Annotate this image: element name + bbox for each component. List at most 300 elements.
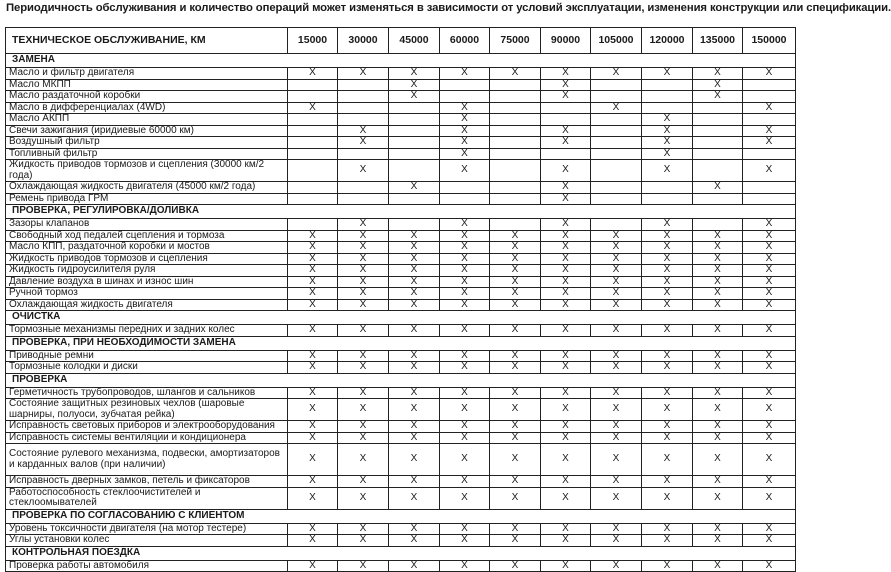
section-title: ЗАМЕНА <box>6 54 796 68</box>
interval-mark: X <box>541 219 591 231</box>
interval-mark: X <box>389 421 440 433</box>
interval-mark: X <box>338 432 389 444</box>
interval-header: 15000 <box>288 28 338 54</box>
interval-mark: X <box>389 276 440 288</box>
table-row <box>6 219 796 231</box>
interval-empty <box>541 114 591 126</box>
interval-mark: X <box>288 476 338 488</box>
interval-mark: X <box>743 253 796 265</box>
interval-empty <box>389 148 440 160</box>
interval-mark: X <box>642 421 693 433</box>
interval-empty <box>642 182 693 194</box>
interval-mark: X <box>440 137 490 149</box>
interval-empty <box>743 79 796 91</box>
interval-empty <box>591 137 642 149</box>
operation-label: Воздушный фильтр <box>6 137 288 149</box>
interval-mark: X <box>591 535 642 547</box>
interval-mark: X <box>440 242 490 254</box>
interval-empty <box>490 125 541 137</box>
interval-mark: X <box>591 102 642 114</box>
table-row <box>6 230 796 242</box>
interval-mark: X <box>440 253 490 265</box>
interval-header: 150000 <box>743 28 796 54</box>
interval-mark: X <box>338 230 389 242</box>
operation-label: Ручной тормоз <box>6 288 288 300</box>
interval-mark: X <box>440 219 490 231</box>
interval-empty <box>440 91 490 103</box>
operation-label: Охлаждающая жидкость двигателя (45000 км/2 года) <box>6 182 288 194</box>
interval-mark: X <box>338 476 389 488</box>
interval-empty <box>743 182 796 194</box>
interval-mark: X <box>389 288 440 300</box>
interval-mark: X <box>642 487 693 509</box>
table-row <box>6 125 796 137</box>
interval-mark: X <box>743 487 796 509</box>
operation-label: Зазоры клапанов <box>6 219 288 231</box>
interval-mark: X <box>338 560 389 572</box>
section-row <box>6 311 796 325</box>
interval-mark: X <box>389 432 440 444</box>
operation-label: Исправность дверных замков, петель и фиксаторов <box>6 476 288 488</box>
interval-mark: X <box>642 148 693 160</box>
interval-mark: X <box>541 230 591 242</box>
interval-mark: X <box>288 288 338 300</box>
interval-mark: X <box>288 265 338 277</box>
interval-empty <box>389 193 440 205</box>
interval-mark: X <box>743 219 796 231</box>
interval-mark: X <box>440 230 490 242</box>
interval-mark: X <box>389 362 440 374</box>
interval-mark: X <box>541 193 591 205</box>
section-title: ПРОВЕРКА ПО СОГЛАСОВАНИЮ С КЛИЕНТОМ <box>6 509 796 523</box>
interval-mark: X <box>743 137 796 149</box>
table-row <box>6 362 796 374</box>
interval-mark: X <box>541 253 591 265</box>
interval-header: 120000 <box>642 28 693 54</box>
interval-mark: X <box>642 219 693 231</box>
interval-mark: X <box>288 535 338 547</box>
table-row <box>6 523 796 535</box>
interval-mark: X <box>490 421 541 433</box>
section-title: ПРОВЕРКА, ПРИ НЕОБХОДИМОСТИ ЗАМЕНА <box>6 336 796 350</box>
maintenance-table <box>5 27 796 572</box>
interval-mark: X <box>288 444 338 476</box>
interval-mark: X <box>288 523 338 535</box>
operation-label: Жидкость гидроусилителя руля <box>6 265 288 277</box>
table-header-row <box>6 28 796 54</box>
operation-label: Исправность световых приборов и электрооборудования <box>6 421 288 433</box>
interval-mark: X <box>591 253 642 265</box>
interval-mark: X <box>288 68 338 80</box>
interval-empty <box>440 182 490 194</box>
interval-mark: X <box>389 350 440 362</box>
interval-mark: X <box>440 148 490 160</box>
interval-mark: X <box>693 350 743 362</box>
interval-mark: X <box>693 230 743 242</box>
section-row <box>6 509 796 523</box>
interval-mark: X <box>693 421 743 433</box>
interval-mark: X <box>743 535 796 547</box>
interval-empty <box>338 148 389 160</box>
interval-mark: X <box>490 362 541 374</box>
interval-empty <box>288 114 338 126</box>
table-row <box>6 265 796 277</box>
interval-mark: X <box>338 299 389 311</box>
interval-mark: X <box>591 288 642 300</box>
interval-mark: X <box>440 387 490 399</box>
interval-mark: X <box>743 362 796 374</box>
interval-empty <box>490 148 541 160</box>
interval-mark: X <box>541 399 591 421</box>
interval-empty <box>693 114 743 126</box>
interval-mark: X <box>440 444 490 476</box>
operation-label: Топливный фильтр <box>6 148 288 160</box>
interval-mark: X <box>642 160 693 182</box>
interval-empty <box>288 125 338 137</box>
table-row <box>6 535 796 547</box>
interval-mark: X <box>338 265 389 277</box>
interval-mark: X <box>440 432 490 444</box>
section-row <box>6 546 796 560</box>
interval-mark: X <box>743 160 796 182</box>
interval-mark: X <box>693 399 743 421</box>
interval-mark: X <box>440 399 490 421</box>
interval-mark: X <box>743 102 796 114</box>
interval-empty <box>288 91 338 103</box>
interval-mark: X <box>338 387 389 399</box>
interval-mark: X <box>490 444 541 476</box>
interval-empty <box>338 182 389 194</box>
interval-mark: X <box>591 242 642 254</box>
interval-header: 135000 <box>693 28 743 54</box>
interval-empty <box>743 91 796 103</box>
table-row <box>6 79 796 91</box>
interval-mark: X <box>440 299 490 311</box>
interval-mark: X <box>541 476 591 488</box>
interval-empty <box>591 193 642 205</box>
interval-mark: X <box>288 399 338 421</box>
interval-mark: X <box>541 79 591 91</box>
operation-label: Работоспособность стеклоочистителей и стеклоомывателей <box>6 487 288 509</box>
interval-mark: X <box>389 399 440 421</box>
interval-mark: X <box>541 276 591 288</box>
interval-mark: X <box>389 242 440 254</box>
interval-empty <box>389 137 440 149</box>
interval-empty <box>288 79 338 91</box>
interval-header: 90000 <box>541 28 591 54</box>
interval-mark: X <box>389 230 440 242</box>
interval-mark: X <box>288 432 338 444</box>
interval-mark: X <box>642 523 693 535</box>
interval-mark: X <box>490 299 541 311</box>
interval-mark: X <box>389 560 440 572</box>
interval-mark: X <box>642 476 693 488</box>
interval-mark: X <box>591 265 642 277</box>
interval-mark: X <box>591 387 642 399</box>
interval-mark: X <box>743 276 796 288</box>
operation-label: Масло АКПП <box>6 114 288 126</box>
interval-empty <box>642 102 693 114</box>
operation-label: Давление воздуха в шинах и износ шин <box>6 276 288 288</box>
interval-mark: X <box>642 350 693 362</box>
interval-mark: X <box>743 421 796 433</box>
interval-mark: X <box>541 362 591 374</box>
table-row <box>6 399 796 421</box>
interval-mark: X <box>693 387 743 399</box>
interval-mark: X <box>693 68 743 80</box>
interval-mark: X <box>440 160 490 182</box>
interval-mark: X <box>541 421 591 433</box>
interval-mark: X <box>338 350 389 362</box>
interval-mark: X <box>490 560 541 572</box>
operation-label: Проверка работы автомобиля <box>6 560 288 572</box>
interval-header: 45000 <box>389 28 440 54</box>
interval-mark: X <box>693 242 743 254</box>
interval-mark: X <box>440 476 490 488</box>
interval-mark: X <box>743 230 796 242</box>
interval-mark: X <box>490 476 541 488</box>
interval-mark: X <box>642 137 693 149</box>
interval-mark: X <box>288 487 338 509</box>
interval-mark: X <box>693 325 743 337</box>
interval-empty <box>338 102 389 114</box>
operation-label: Свечи зажигания (иридиевые 60000 км) <box>6 125 288 137</box>
interval-mark: X <box>490 288 541 300</box>
table-row <box>6 91 796 103</box>
interval-empty <box>642 91 693 103</box>
section-title: ОЧИСТКА <box>6 311 796 325</box>
interval-mark: X <box>490 387 541 399</box>
interval-empty <box>693 160 743 182</box>
interval-mark: X <box>642 299 693 311</box>
operation-label: Углы установки колес <box>6 535 288 547</box>
table-row <box>6 182 796 194</box>
interval-mark: X <box>440 362 490 374</box>
operation-label: Масло МКПП <box>6 79 288 91</box>
interval-empty <box>389 160 440 182</box>
interval-mark: X <box>440 421 490 433</box>
interval-mark: X <box>541 299 591 311</box>
interval-mark: X <box>541 325 591 337</box>
interval-mark: X <box>642 560 693 572</box>
interval-empty <box>490 79 541 91</box>
interval-mark: X <box>642 362 693 374</box>
interval-empty <box>389 219 440 231</box>
interval-mark: X <box>591 421 642 433</box>
interval-mark: X <box>642 325 693 337</box>
interval-mark: X <box>642 432 693 444</box>
interval-empty <box>490 182 541 194</box>
interval-mark: X <box>591 476 642 488</box>
table-row <box>6 137 796 149</box>
interval-mark: X <box>541 125 591 137</box>
interval-empty <box>288 193 338 205</box>
interval-empty <box>338 114 389 126</box>
interval-mark: X <box>591 68 642 80</box>
interval-mark: X <box>338 399 389 421</box>
interval-mark: X <box>288 276 338 288</box>
table-row <box>6 350 796 362</box>
section-row <box>6 54 796 68</box>
interval-mark: X <box>490 242 541 254</box>
interval-empty <box>693 125 743 137</box>
interval-mark: X <box>693 523 743 535</box>
interval-mark: X <box>693 288 743 300</box>
interval-mark: X <box>288 560 338 572</box>
interval-mark: X <box>288 387 338 399</box>
interval-empty <box>591 182 642 194</box>
interval-empty <box>440 79 490 91</box>
interval-mark: X <box>440 325 490 337</box>
interval-mark: X <box>541 137 591 149</box>
interval-mark: X <box>338 535 389 547</box>
interval-empty <box>440 193 490 205</box>
operation-label: Состояние защитных резиновых чехлов (шаровые шарниры, полуоси, зубчатая рейка) <box>6 399 288 421</box>
interval-mark: X <box>743 125 796 137</box>
table-row <box>6 476 796 488</box>
interval-mark: X <box>541 432 591 444</box>
interval-mark: X <box>693 535 743 547</box>
interval-mark: X <box>693 476 743 488</box>
interval-empty <box>591 91 642 103</box>
interval-empty <box>591 79 642 91</box>
interval-mark: X <box>743 476 796 488</box>
interval-mark: X <box>743 299 796 311</box>
interval-empty <box>693 137 743 149</box>
table-row <box>6 487 796 509</box>
interval-mark: X <box>288 230 338 242</box>
interval-empty <box>288 148 338 160</box>
interval-mark: X <box>338 68 389 80</box>
interval-mark: X <box>338 125 389 137</box>
interval-mark: X <box>591 487 642 509</box>
interval-mark: X <box>541 523 591 535</box>
table-row <box>6 421 796 433</box>
interval-mark: X <box>693 362 743 374</box>
interval-empty <box>338 91 389 103</box>
interval-mark: X <box>440 68 490 80</box>
table-row <box>6 276 796 288</box>
operation-label: Свободный ход педалей сцепления и тормоза <box>6 230 288 242</box>
interval-mark: X <box>541 444 591 476</box>
interval-mark: X <box>490 535 541 547</box>
interval-mark: X <box>591 325 642 337</box>
interval-mark: X <box>642 444 693 476</box>
interval-mark: X <box>338 137 389 149</box>
interval-empty <box>591 160 642 182</box>
interval-mark: X <box>389 487 440 509</box>
interval-mark: X <box>490 487 541 509</box>
interval-mark: X <box>338 523 389 535</box>
interval-empty <box>288 219 338 231</box>
interval-mark: X <box>288 299 338 311</box>
interval-mark: X <box>591 444 642 476</box>
interval-mark: X <box>338 362 389 374</box>
interval-mark: X <box>642 253 693 265</box>
interval-mark: X <box>642 535 693 547</box>
operation-label: Масло и фильтр двигателя <box>6 68 288 80</box>
interval-mark: X <box>541 182 591 194</box>
interval-mark: X <box>490 399 541 421</box>
interval-empty <box>693 193 743 205</box>
interval-mark: X <box>389 535 440 547</box>
interval-empty <box>338 193 389 205</box>
table-row <box>6 325 796 337</box>
interval-mark: X <box>743 432 796 444</box>
interval-mark: X <box>591 276 642 288</box>
table-row <box>6 193 796 205</box>
interval-mark: X <box>541 242 591 254</box>
table-row <box>6 242 796 254</box>
interval-mark: X <box>642 68 693 80</box>
interval-mark: X <box>591 299 642 311</box>
interval-mark: X <box>743 560 796 572</box>
interval-mark: X <box>288 350 338 362</box>
interval-mark: X <box>743 387 796 399</box>
interval-mark: X <box>288 253 338 265</box>
operation-column-header: ТЕХНИЧЕСКОЕ ОБСЛУЖИВАНИЕ, КМ <box>6 28 288 54</box>
interval-mark: X <box>693 432 743 444</box>
interval-empty <box>642 79 693 91</box>
table-body <box>6 54 796 572</box>
interval-mark: X <box>338 421 389 433</box>
interval-mark: X <box>440 125 490 137</box>
interval-mark: X <box>389 182 440 194</box>
interval-mark: X <box>288 362 338 374</box>
interval-mark: X <box>440 265 490 277</box>
interval-empty <box>743 114 796 126</box>
interval-empty <box>389 114 440 126</box>
interval-mark: X <box>743 265 796 277</box>
interval-empty <box>288 160 338 182</box>
interval-empty <box>693 102 743 114</box>
interval-mark: X <box>642 114 693 126</box>
interval-empty <box>743 148 796 160</box>
interval-empty <box>490 160 541 182</box>
interval-mark: X <box>541 91 591 103</box>
interval-mark: X <box>693 299 743 311</box>
interval-mark: X <box>440 102 490 114</box>
interval-mark: X <box>389 325 440 337</box>
interval-mark: X <box>440 560 490 572</box>
interval-mark: X <box>440 350 490 362</box>
interval-header: 75000 <box>490 28 541 54</box>
interval-mark: X <box>693 253 743 265</box>
section-row <box>6 336 796 350</box>
interval-mark: X <box>541 265 591 277</box>
interval-mark: X <box>490 253 541 265</box>
interval-mark: X <box>440 487 490 509</box>
interval-mark: X <box>693 79 743 91</box>
table-row <box>6 253 796 265</box>
interval-mark: X <box>288 421 338 433</box>
interval-mark: X <box>642 387 693 399</box>
interval-mark: X <box>743 325 796 337</box>
interval-mark: X <box>591 362 642 374</box>
operation-label: Состояние рулевого механизма, подвески, амортизаторов и карданных валов (при наличии) <box>6 444 288 476</box>
interval-mark: X <box>490 265 541 277</box>
interval-mark: X <box>440 288 490 300</box>
interval-mark: X <box>743 242 796 254</box>
operation-label: Масло КПП, раздаточной коробки и мостов <box>6 242 288 254</box>
section-title: КОНТРОЛЬНАЯ ПОЕЗДКА <box>6 546 796 560</box>
interval-mark: X <box>642 399 693 421</box>
interval-mark: X <box>389 79 440 91</box>
interval-empty <box>389 125 440 137</box>
interval-mark: X <box>743 68 796 80</box>
operation-label: Масло раздаточной коробки <box>6 91 288 103</box>
interval-mark: X <box>591 560 642 572</box>
